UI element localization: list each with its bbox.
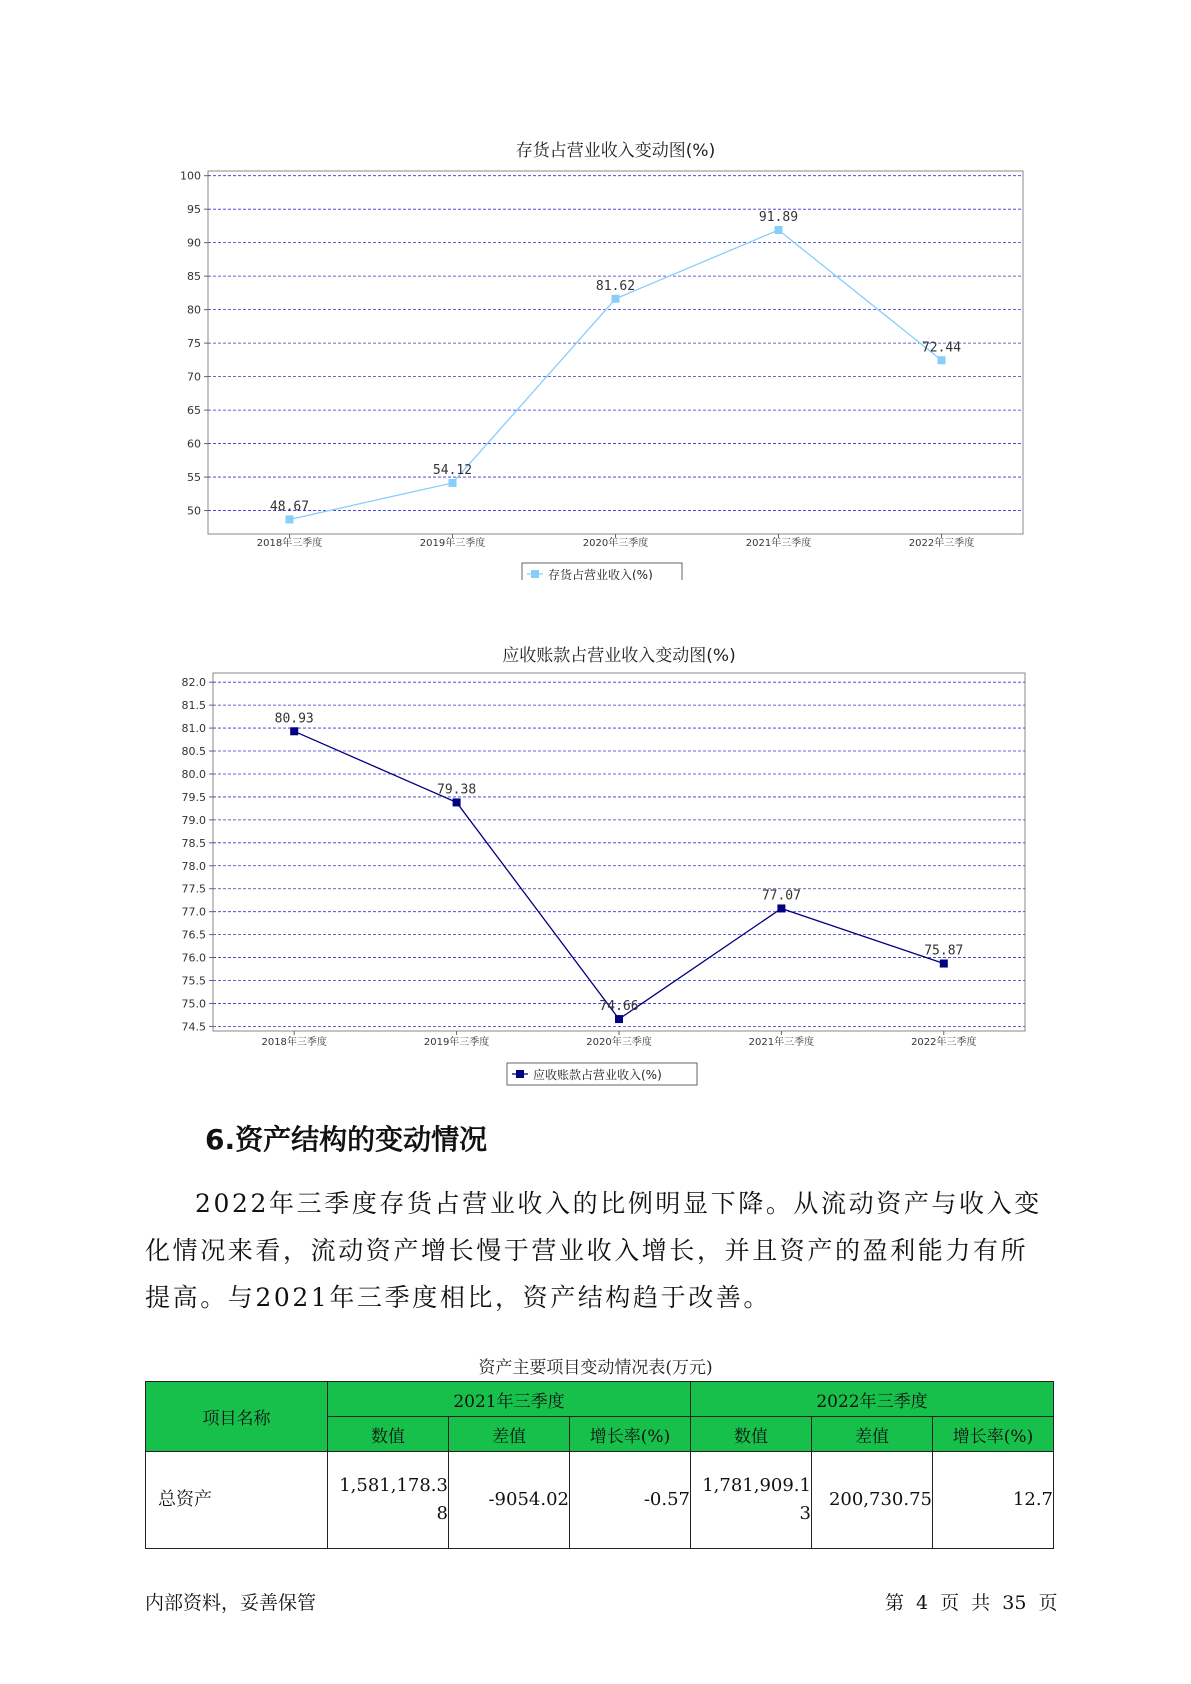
y-tick-label: 77.0 xyxy=(181,905,206,919)
y-tick-label: 79.5 xyxy=(181,790,206,804)
data-label: 48.67 xyxy=(269,499,310,515)
legend-label: 存货占营业收入(%) xyxy=(548,568,653,580)
chart-title: 存货占营业收入变动图(%) xyxy=(515,141,716,161)
subheader-value: 数值 xyxy=(691,1417,812,1452)
y-tick-label: 82.0 xyxy=(181,676,206,690)
x-tick-label: 2019年三季度 xyxy=(423,1037,490,1048)
data-point xyxy=(615,1015,623,1023)
footer-left: 内部资料，妥善保管 xyxy=(145,1592,317,1614)
y-tick-label: 50 xyxy=(187,504,201,518)
data-label: 81.62 xyxy=(595,278,636,294)
y-tick-label: 78.5 xyxy=(181,836,206,850)
y-tick-label: 55 xyxy=(187,471,201,485)
cell-diff-2022: 200,730.75 xyxy=(812,1452,933,1549)
footer-page-number: 第 4 页 共 35 页 xyxy=(885,1592,1058,1614)
y-tick-label: 81.5 xyxy=(181,699,206,713)
y-tick-label: 70 xyxy=(187,370,201,384)
x-tick-label: 2021年三季度 xyxy=(748,1037,815,1048)
x-tick-label: 2020年三季度 xyxy=(582,538,649,549)
y-tick-label: 80.0 xyxy=(181,767,206,781)
subheader-diff: 差值 xyxy=(449,1417,570,1452)
cell-growth-2021: -0.57 xyxy=(570,1452,691,1549)
y-tick-label: 95 xyxy=(187,203,201,217)
y-tick-label: 80.5 xyxy=(181,745,206,759)
chart-title: 应收账款占营业收入变动图(%) xyxy=(502,646,736,666)
x-tick-label: 2020年三季度 xyxy=(586,1037,652,1048)
y-tick-label: 81.0 xyxy=(181,722,206,736)
data-label: 77.07 xyxy=(761,888,801,904)
y-tick-label: 77.5 xyxy=(181,882,206,896)
subheader-growth: 增长率(%) xyxy=(570,1417,691,1452)
y-tick-label: 79.0 xyxy=(181,813,206,827)
data-point xyxy=(940,960,948,968)
data-label: 75.87 xyxy=(924,943,964,959)
cell-growth-2022: 12.7 xyxy=(933,1452,1054,1549)
assets-table xyxy=(145,1381,1054,1549)
x-tick-label: 2019年三季度 xyxy=(419,538,486,549)
y-tick-label: 78.0 xyxy=(181,859,206,873)
cell-value-2021: 1,581,178.38 xyxy=(328,1452,449,1549)
y-tick-label: 76.0 xyxy=(181,951,206,965)
legend-label: 应收账款占营业收入(%) xyxy=(533,1068,662,1082)
y-tick-label: 75.5 xyxy=(181,974,206,988)
table-row xyxy=(146,1452,1054,1549)
y-tick-label: 74.5 xyxy=(181,1020,206,1034)
data-point xyxy=(777,904,785,912)
subheader-diff: 差值 xyxy=(812,1417,933,1452)
y-tick-label: 90 xyxy=(187,236,201,250)
y-tick-label: 65 xyxy=(187,404,201,418)
cell-diff-2021: -9054.02 xyxy=(449,1452,570,1549)
table-caption: 资产主要项目变动情况表(万元) xyxy=(478,1358,713,1378)
x-tick-label: 2018年三季度 xyxy=(256,538,323,549)
header-group-2021: 2021年三季度 xyxy=(328,1382,691,1417)
y-tick-label: 76.5 xyxy=(181,928,206,942)
y-tick-label: 75.0 xyxy=(181,997,206,1011)
y-tick-label: 85 xyxy=(187,270,201,284)
data-label: 72.44 xyxy=(921,340,962,356)
data-label: 80.93 xyxy=(274,711,314,727)
x-tick-label: 2021年三季度 xyxy=(745,538,812,549)
section-heading: 6.资产结构的变动情况 xyxy=(205,1123,488,1156)
data-label: 74.66 xyxy=(599,999,639,1015)
subheader-value: 数值 xyxy=(328,1417,449,1452)
row-name: 总资产 xyxy=(146,1452,328,1549)
y-tick-label: 100 xyxy=(180,169,201,183)
x-tick-label: 2022年三季度 xyxy=(908,538,975,549)
legend-marker xyxy=(516,1070,524,1078)
data-label: 91.89 xyxy=(758,210,799,226)
subheader-growth: 增长率(%) xyxy=(933,1417,1054,1452)
y-tick-label: 75 xyxy=(187,337,201,351)
data-point xyxy=(290,727,298,735)
header-group-2022: 2022年三季度 xyxy=(691,1382,1054,1417)
data-point xyxy=(453,798,461,806)
data-label: 79.38 xyxy=(437,782,477,798)
y-tick-label: 60 xyxy=(187,437,201,451)
data-label: 54.12 xyxy=(432,462,473,478)
x-tick-label: 2018年三季度 xyxy=(261,1037,327,1048)
plot-area xyxy=(213,673,1025,1031)
section-paragraph: 2022年三季度存货占营业收入的比例明显下降。从流动资产与收入变化情况来看，流动资产增长慢于营业收入增长，并且资产的盈利能力有所提高。与2021年三季度相比，资产结构趋于改善。 xyxy=(145,1189,1042,1312)
cell-value-2022: 1,781,909.13 xyxy=(691,1452,812,1549)
header-item-name: 项目名称 xyxy=(146,1382,328,1452)
y-tick-label: 80 xyxy=(187,303,201,317)
x-tick-label: 2022年三季度 xyxy=(911,1037,977,1048)
